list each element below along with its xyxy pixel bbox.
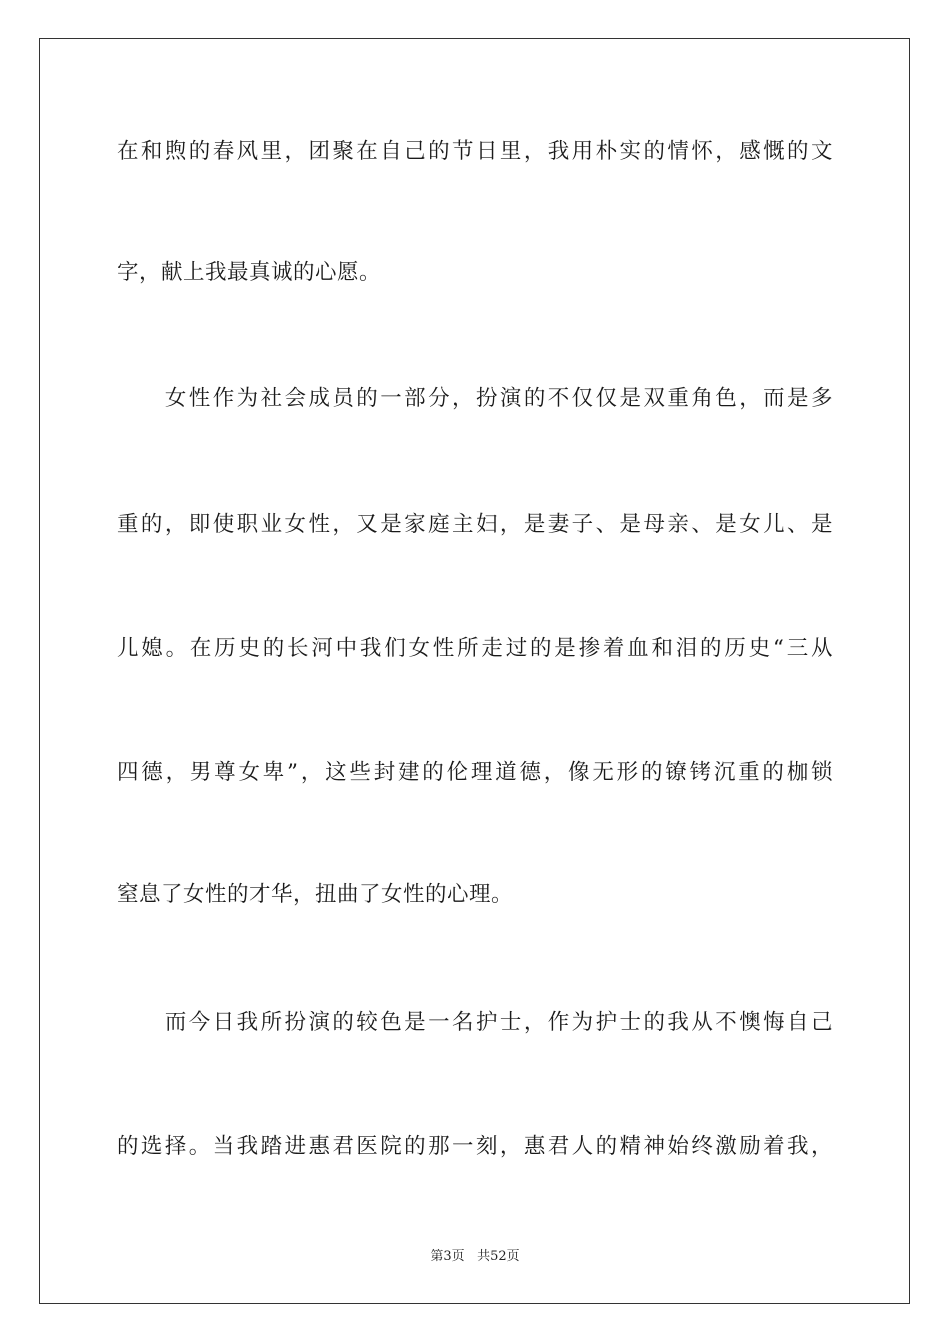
text-line: 而今日我所扮演的较色是一名护士，作为护士的我从不懊悔自己 (117, 1010, 833, 1035)
page-footer (0, 1248, 950, 1266)
text-line: 儿媳。在历史的长河中我们女性所走过的是掺着血和泪的历史“三从 (117, 636, 833, 661)
text-line: 在和煦的春风里，团聚在自己的节日里，我用朴实的情怀，感慨的文 (117, 139, 833, 164)
page-number: 第3页 (430, 1249, 465, 1264)
text-line: 四德，男尊女卑”，这些封建的伦理道德，像无形的镣铐沉重的枷锁 (117, 760, 833, 785)
page-total: 共52页 (477, 1249, 520, 1264)
page-border (39, 38, 910, 1304)
text-line: 女性作为社会成员的一部分，扮演的不仅仅是双重角色，而是多 (117, 386, 833, 411)
text-line: 重的，即使职业女性，又是家庭主妇，是妻子、是母亲、是女儿、是 (117, 512, 833, 537)
text-line: 字，献上我最真诚的心愿。 (117, 260, 382, 285)
text-line: 窒息了女性的才华，扭曲了女性的心理。 (117, 882, 514, 907)
text-line: 的选择。当我踏进惠君医院的那一刻，惠君人的精神始终激励着我， (117, 1134, 833, 1159)
